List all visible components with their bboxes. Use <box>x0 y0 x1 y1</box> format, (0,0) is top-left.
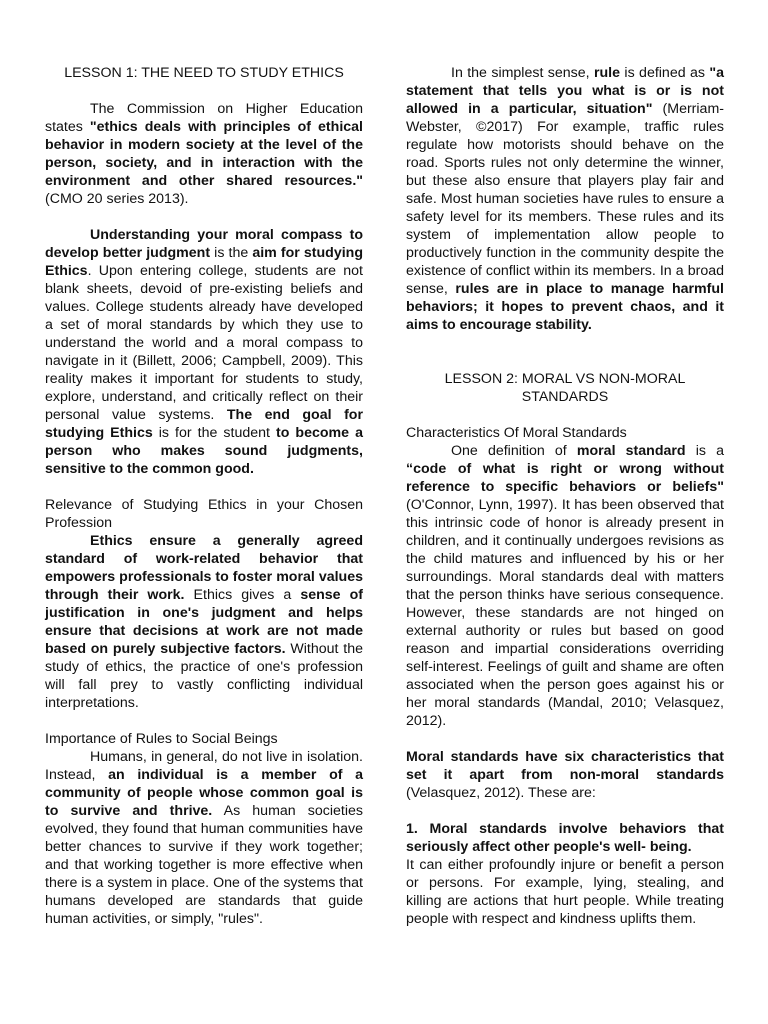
right-column <box>406 64 724 928</box>
bold-span: an individual is a member of a community of people whose common goal is to survive and thrive. <box>45 767 363 819</box>
title-line: STANDARDS <box>521 389 609 405</box>
bold-span: moral standard <box>576 443 686 459</box>
bold-span: Moral standards have six characteristics that set it apart from non-moral standards <box>406 749 724 783</box>
lesson1-title: LESSON 1: THE NEED TO STUDY ETHICS <box>64 65 344 81</box>
text-span: (Merriam-Webster, ©2017) For example, traffic rules regulate how motorists should behave on the road. Sports rules not only determine the winner, but these also ensure that players play fair and safe. Most human societies have rules to ensure a safety level for its members. These rules and its system of implementation allow people to productively function in the community despite the existence of conflict within its members. In a broad sense, <box>406 101 724 297</box>
bold-span: rules are in place to manage harmful behaviors; it hopes to prevent chaos, and it aims to encourage stability. <box>406 281 724 333</box>
rule-definition-paragraph <box>406 64 724 334</box>
text-span: One definition of <box>451 443 577 459</box>
bold-span: "a statement that tells you what is or is not allowed in a particular, situation" <box>406 65 725 117</box>
text-span: is for the student <box>152 425 276 441</box>
text-span: Ethics gives a <box>184 587 301 603</box>
bold-span: rule <box>593 65 621 81</box>
item1-paragraph: It can either profoundly injure or benefit a person or persons. For example, lying, stealing, and killing are actions that hurt people. While treating people with respect and kindness uplifts them. <box>406 857 724 927</box>
text-span: is defined as <box>620 65 710 81</box>
text-span: is the <box>210 245 253 261</box>
moral-standard-paragraph <box>406 442 724 730</box>
aim-paragraph <box>45 226 363 478</box>
title-line: LESSON 2: MORAL VS NON-MORAL <box>444 371 686 387</box>
bold-span: The end goal for studying Ethics <box>45 407 363 441</box>
rules-heading: Importance of Rules to Social Beings <box>45 731 278 747</box>
bold-span: sense of justification in one's judgment and helps ensure that decisions at work are not made based on purely subjective factors. <box>45 587 363 657</box>
lesson2-title <box>406 370 724 406</box>
bold-span: "ethics deals with principles of ethical behavior in modern society at the level of the person, society, and in interaction with the environment and other shared resources." <box>45 119 363 189</box>
text-span: . Upon entering college, students are not blank sheets, devoid of pre-existing beliefs and values. College students already have developed a set of moral standards by which they use to understand the world and a moral compass to navigate in it (Billett, 2006; Campbell, 2009). This reality makes it important for students to study, explore, understand, and critically reflect on their personal value systems. <box>45 263 363 423</box>
bold-span: Understanding your moral compass to develop better judgment <box>45 227 363 261</box>
text-span: Without the study of ethics, the practice of one's profession will fall prey to vastly conflicting individual interpretations. <box>45 641 363 711</box>
relevance-paragraph <box>45 532 363 712</box>
chedpara <box>45 100 363 208</box>
text-span: (Velasquez, 2012). These are: <box>406 785 596 801</box>
characteristics-heading: Characteristics Of Moral Standards <box>406 425 627 441</box>
relevance-heading: Relevance of Studying Ethics in your Chosen Profession <box>45 497 363 531</box>
bold-span: to become a person who makes sound judgments, sensitive to the common good. <box>45 425 363 477</box>
text-span: is a <box>685 443 724 459</box>
text-span: (CMO 20 series 2013). <box>45 191 189 207</box>
bold-span: aim for studying Ethics <box>45 245 363 279</box>
text-span: Humans, in general, do not live in isolation. Instead, <box>45 749 363 783</box>
rules-paragraph <box>45 748 363 928</box>
text-span: (O'Connor, Lynn, 1997). It has been observed that this intrinsic code of honor is already present in children, and it continually undergoes revisions as the child matures and influenced by his or her surroundings. Moral standards deal with matters that the person thinks have serious consequence. However, these standards are not hinged on external authority or rules but based on good reason and impartial considerations overriding self-interest. Feelings of guilt and shame are often associated when the person goes against his or her moral standards (Mandal, 2010; Velasquez, 2012). <box>406 497 724 729</box>
text-span: The Commission on Higher Education states <box>45 101 363 135</box>
left-column <box>45 64 363 928</box>
six-characteristics-paragraph <box>406 748 724 802</box>
bold-span: Ethics ensure a generally agreed standard of work-related behavior that empowers professionals to foster moral values through their work. <box>45 533 363 603</box>
text-span: As human societies evolved, they found that human communities have better chances to survive if they work together; and that working together is more effective when there is a system in place. One of the systems that humans developed are standards that guide human activities, or simply, "rules". <box>45 803 363 927</box>
bold-span: “code of what is right or wrong without reference to specific behaviors or beliefs" <box>406 461 724 495</box>
text-span: In the simplest sense, <box>451 65 594 81</box>
item1-heading: 1. Moral standards involve behaviors that seriously affect other people's well- being. <box>406 821 724 855</box>
